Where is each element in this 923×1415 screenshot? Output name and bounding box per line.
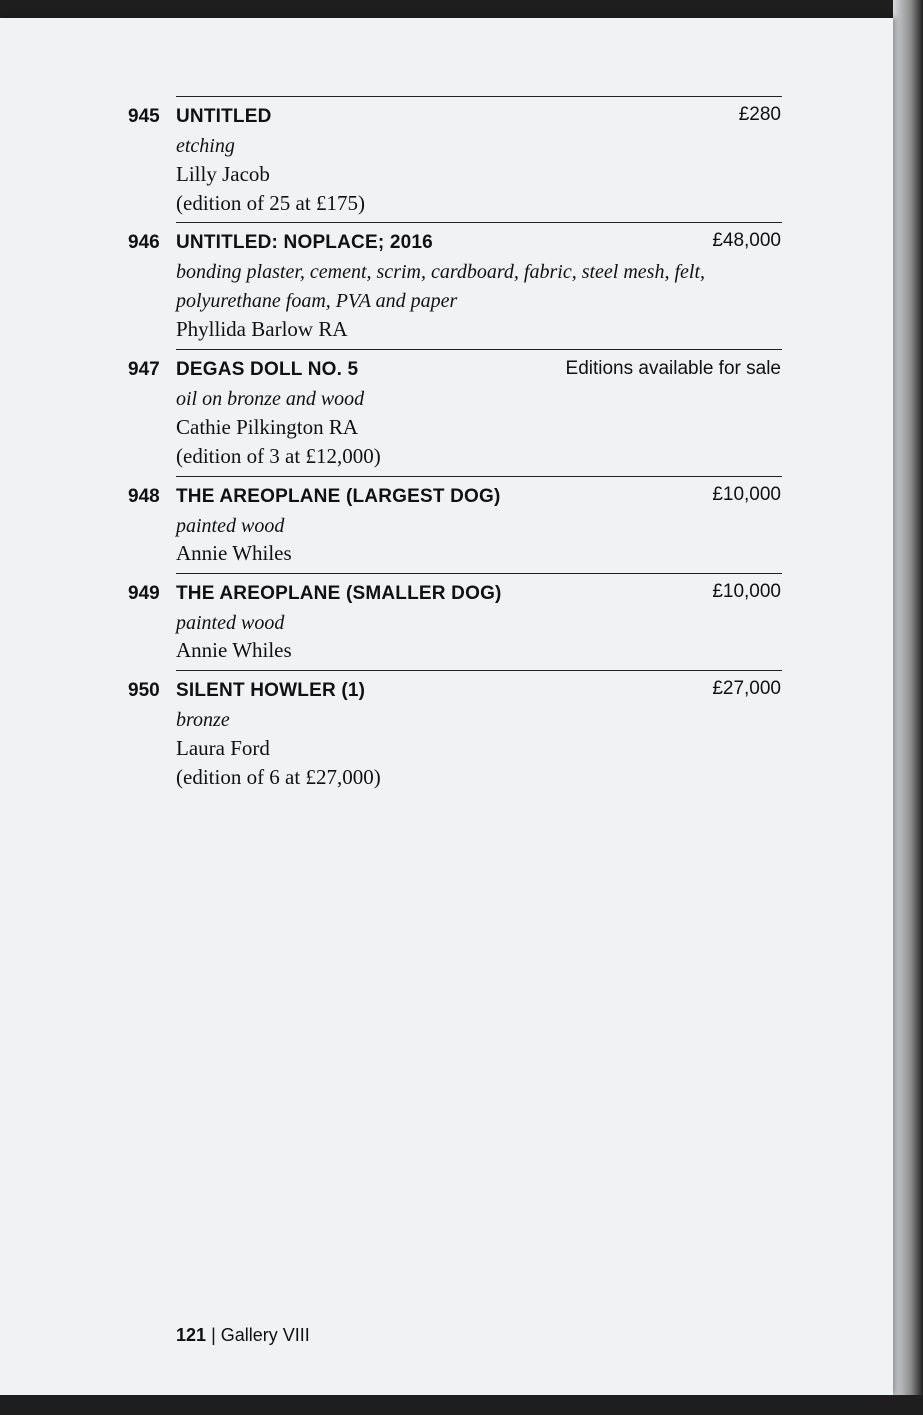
- entry-title: DEGAS DOLL NO. 5: [176, 359, 359, 380]
- entry-price: £10,000: [712, 581, 781, 602]
- entry-title: SILENT HOWLER (1): [176, 680, 366, 701]
- entry-price: £10,000: [712, 484, 781, 505]
- entry-number: 949: [128, 583, 160, 604]
- entry-number: 948: [128, 486, 160, 507]
- entry-medium: oil on bronze and wood: [176, 388, 365, 410]
- entry-medium: etching: [176, 135, 235, 157]
- entry-number: 947: [128, 359, 160, 380]
- entry-price: £280: [738, 104, 781, 125]
- entry-price: Editions available for sale: [565, 358, 781, 379]
- entry-title: THE AREOPLANE (SMALLER DOG): [176, 583, 502, 604]
- section-name: Gallery VIII: [220, 1325, 310, 1345]
- page-edge: [893, 0, 923, 1415]
- entry-artist: Lilly Jacob: [176, 162, 270, 186]
- entry-divider: [176, 222, 782, 223]
- entry-edition: (edition of 6 at £27,000): [176, 765, 381, 789]
- entry-artist: Phyllida Barlow RA: [176, 317, 348, 341]
- entry-number: 946: [128, 232, 160, 253]
- entry-divider: [176, 476, 782, 477]
- entry-number: 950: [128, 680, 160, 701]
- scan-bottom-border: [0, 1395, 923, 1415]
- entry-title: THE AREOPLANE (LARGEST DOG): [176, 486, 501, 507]
- footer-separator: |: [211, 1325, 216, 1345]
- page-number: 121: [176, 1325, 207, 1345]
- entry-divider: [176, 573, 782, 574]
- scan-top-border: [0, 0, 923, 18]
- entry-title: UNTITLED: NOPLACE; 2016: [176, 232, 433, 253]
- entry-artist: Annie Whiles: [176, 541, 292, 565]
- entry-number: 945: [128, 106, 160, 127]
- entry-medium: bonding plaster, cement, scrim, cardboard, fabric, steel mesh, felt,: [176, 261, 706, 283]
- entry-medium-continued: polyurethane foam, PVA and paper: [176, 290, 458, 312]
- entry-medium: painted wood: [176, 515, 285, 537]
- entry-divider: [176, 349, 782, 350]
- entry-edition: (edition of 25 at £175): [176, 191, 365, 215]
- page-footer: [176, 1325, 310, 1346]
- entry-title: UNTITLED: [176, 106, 272, 127]
- entry-divider: [176, 670, 782, 671]
- entry-medium: bronze: [176, 709, 230, 731]
- entry-price: £27,000: [712, 678, 781, 699]
- entry-artist: Annie Whiles: [176, 638, 292, 662]
- entry-price: £48,000: [712, 230, 781, 251]
- entry-artist: Cathie Pilkington RA: [176, 415, 359, 439]
- entry-divider: [176, 96, 782, 97]
- catalogue-page: [0, 18, 893, 1395]
- entry-medium: painted wood: [176, 612, 285, 634]
- entry-edition: (edition of 3 at £12,000): [176, 444, 381, 468]
- entry-artist: Laura Ford: [176, 736, 270, 760]
